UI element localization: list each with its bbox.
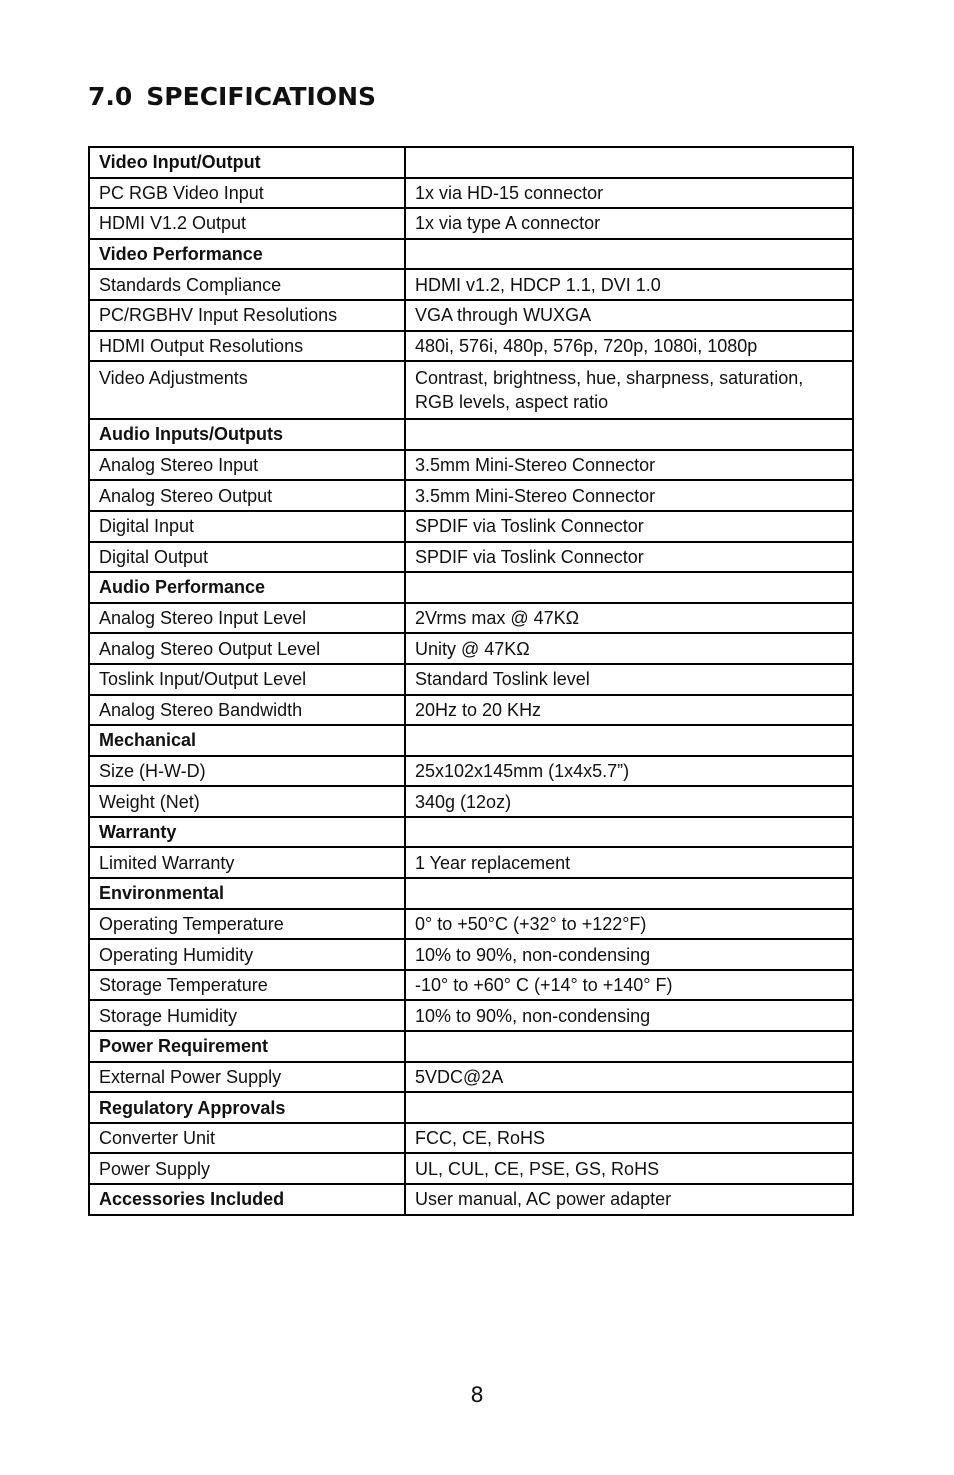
spec-row [89,450,853,481]
spec-label: Digital Output [89,542,405,573]
spec-value: 340g (12oz) [405,786,853,817]
spec-value: 10% to 90%, non-condensing [405,1000,853,1031]
spec-row [89,847,853,878]
spec-label: Standards Compliance [89,269,405,300]
spec-value: Standard Toslink level [405,664,853,695]
spec-label: Analog Stereo Output [89,480,405,511]
spec-label: Converter Unit [89,1123,405,1154]
page-number: 8 [470,1383,484,1407]
section-header-label: Video Performance [89,239,405,270]
section-title: SPECIFICATIONS [146,82,377,111]
spec-value [405,572,853,603]
section-number: 7.0 [88,82,133,111]
spec-value [405,147,853,178]
spec-value: VGA through WUXGA [405,300,853,331]
spec-label: Analog Stereo Input [89,450,405,481]
section-header-label: Warranty [89,817,405,848]
spec-row [89,542,853,573]
section-header-label: Regulatory Approvals [89,1092,405,1123]
section-header-row [89,147,853,178]
spec-value: 1x via HD-15 connector [405,178,853,209]
spec-row [89,603,853,634]
spec-label: Analog Stereo Bandwidth [89,695,405,726]
spec-label: PC/RGBHV Input Resolutions [89,300,405,331]
spec-value [405,817,853,848]
spec-value: 0° to +50°C (+32° to +122°F) [405,909,853,940]
spec-label: PC RGB Video Input [89,178,405,209]
spec-value: 3.5mm Mini-Stereo Connector [405,450,853,481]
spec-row [89,331,853,362]
spec-label: Power Supply [89,1153,405,1184]
spec-row [89,1062,853,1093]
spec-value: 480i, 576i, 480p, 576p, 720p, 1080i, 1080p [405,331,853,362]
spec-value: 25x102x145mm (1x4x5.7”) [405,756,853,787]
spec-row [89,480,853,511]
page-title [88,82,376,111]
spec-value [405,1092,853,1123]
spec-row [89,178,853,209]
spec-label: Operating Temperature [89,909,405,940]
section-header-label: Power Requirement [89,1031,405,1062]
section-header-row [89,878,853,909]
spec-row [89,1153,853,1184]
section-header-label: Audio Inputs/Outputs [89,419,405,450]
spec-value [405,878,853,909]
spec-row [89,511,853,542]
spec-label: External Power Supply [89,1062,405,1093]
spec-value: 3.5mm Mini-Stereo Connector [405,480,853,511]
spec-value: 2Vrms max @ 47KΩ [405,603,853,634]
spec-row [89,909,853,940]
spec-label: Storage Humidity [89,1000,405,1031]
spec-label: Analog Stereo Output Level [89,633,405,664]
spec-value: HDMI v1.2, HDCP 1.1, DVI 1.0 [405,269,853,300]
section-header-row [89,817,853,848]
spec-label: Digital Input [89,511,405,542]
spec-label: Weight (Net) [89,786,405,817]
section-header-label: Audio Performance [89,572,405,603]
spec-row [89,300,853,331]
section-header-row [89,419,853,450]
spec-row [89,208,853,239]
spec-label: Analog Stereo Input Level [89,603,405,634]
spec-label: Toslink Input/Output Level [89,664,405,695]
section-header-label: Environmental [89,878,405,909]
spec-row [89,664,853,695]
spec-label: Storage Temperature [89,970,405,1001]
spec-value [405,419,853,450]
section-header-label: Video Input/Output [89,147,405,178]
section-header-row [89,1031,853,1062]
spec-value: Unity @ 47KΩ [405,633,853,664]
spec-row [89,269,853,300]
spec-label: Accessories Included [89,1184,405,1215]
spec-value [405,725,853,756]
section-header-row [89,239,853,270]
specifications-table-body [89,147,853,1215]
spec-value: 1 Year replacement [405,847,853,878]
spec-value: 10% to 90%, non-condensing [405,939,853,970]
section-header-row [89,725,853,756]
spec-row [89,786,853,817]
spec-label: HDMI V1.2 Output [89,208,405,239]
spec-value: 20Hz to 20 KHz [405,695,853,726]
spec-label: Limited Warranty [89,847,405,878]
section-header-row [89,1092,853,1123]
spec-label: Video Adjustments [89,361,405,419]
spec-value: 1x via type A connector [405,208,853,239]
spec-row [89,939,853,970]
spec-row [89,695,853,726]
spec-row [89,756,853,787]
spec-value [405,239,853,270]
spec-value: User manual, AC power adapter [405,1184,853,1215]
section-header-label: Mechanical [89,725,405,756]
spec-value: SPDIF via Toslink Connector [405,511,853,542]
spec-value: -10° to +60° C (+14° to +140° F) [405,970,853,1001]
specifications-table [88,146,854,1216]
section-header-row [89,572,853,603]
spec-row [89,361,853,419]
spec-row [89,633,853,664]
spec-row [89,1184,853,1215]
spec-label: Operating Humidity [89,939,405,970]
spec-label: Size (H-W-D) [89,756,405,787]
spec-row [89,970,853,1001]
spec-value: Contrast, brightness, hue, sharpness, saturation, RGB levels, aspect ratio [405,361,853,419]
spec-value: FCC, CE, RoHS [405,1123,853,1154]
spec-label: HDMI Output Resolutions [89,331,405,362]
spec-value: 5VDC@2A [405,1062,853,1093]
spec-row [89,1000,853,1031]
spec-row [89,1123,853,1154]
spec-value: SPDIF via Toslink Connector [405,542,853,573]
spec-value: UL, CUL, CE, PSE, GS, RoHS [405,1153,853,1184]
spec-value [405,1031,853,1062]
